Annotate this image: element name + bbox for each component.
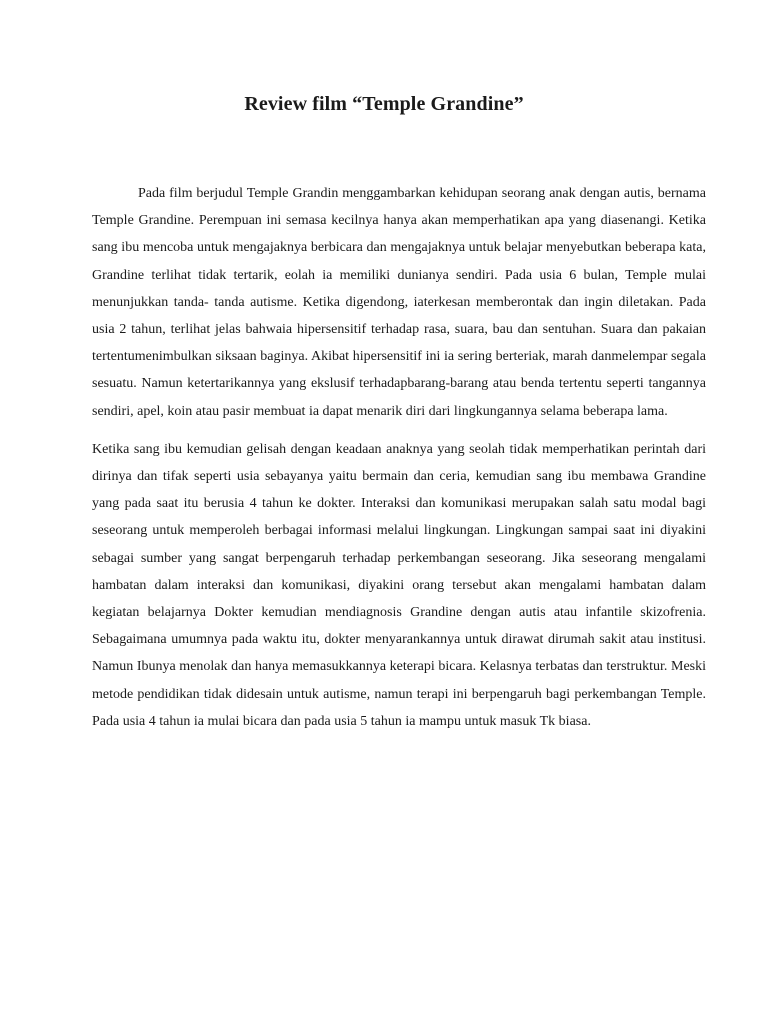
paragraph-1: Pada film berjudul Temple Grandin menggambarkan kehidupan seorang anak dengan autis, bernama Temple Grandine. Perempuan ini semasa kecilnya hanya akan memperhatikan apa yang diasenangi. Ketika sang ibu mencoba untuk mengajaknya berbicara dan mengajaknya untuk belajar menyebutkan beberapa kata, Grandine terlihat tidak tertarik, eolah ia memiliki dunianya sendiri. Pada usia 6 bulan, Temple mulai menunjukkan tanda- tanda autisme. Ketika digendong, iaterkesan memberontak dan ingin diletakan. Pada usia 2 tahun, terlihat jelas bahwaia hipersensitif terhadap rasa, suara, bau dan sentuhan. Suara dan pakaian tertentumenimbulkan siksaan baginya. Akibat hipersensitif ini ia sering berteriak, marah danmelempar segala sesuatu. Namun ketertarikannya yang ekslusif terhadapbarang-barang atau benda tertentu seperti tangannya sendiri, apel, koin atau pasir membuat ia dapat menarik diri dari lingkungannya selama beberapa lama. (92, 186, 706, 419)
document-body (92, 180, 706, 735)
paragraph-2: Ketika sang ibu kemudian gelisah dengan keadaan anaknya yang seolah tidak memperhatikan perintah dari dirinya dan tifak seperti usia sebayanya yaitu bermain dan ceria, kemudian sang ibu membawa Grandine yang pada saat itu berusia 4 tahun ke dokter. Interaksi dan komunikasi merupakan salah satu modal bagi seseorang untuk memperoleh berbagai informasi melalui lingkungan. Lingkungan sampai saat ini diyakini sebagai sumber yang sangat berpengaruh terhadap perkembangan seseorang. Jika seseorang mengalami hambatan dalam interaksi dan komunikasi, diyakini orang tersebut akan mengalami hambatan dalam kegiatan belajarnya Dokter kemudian mendiagnosis Grandine dengan autis atau infantile skizofrenia. Sebagaimana umumnya pada waktu itu, dokter menyarankannya untuk dirawat dirumah sakit atau institusi. Namun Ibunya menolak dan hanya memasukkannya keterapi bicara. Kelasnya terbatas dan terstruktur. Meski metode pendidikan tidak didesain untuk autisme, namun terapi ini berpengaruh bagi perkembangan Temple. Pada usia 4 tahun ia mulai bicara dan pada usia 5 tahun ia mampu untuk masuk Tk biasa. (92, 441, 706, 729)
document-title: Review film “Temple Grandine” (244, 93, 524, 115)
